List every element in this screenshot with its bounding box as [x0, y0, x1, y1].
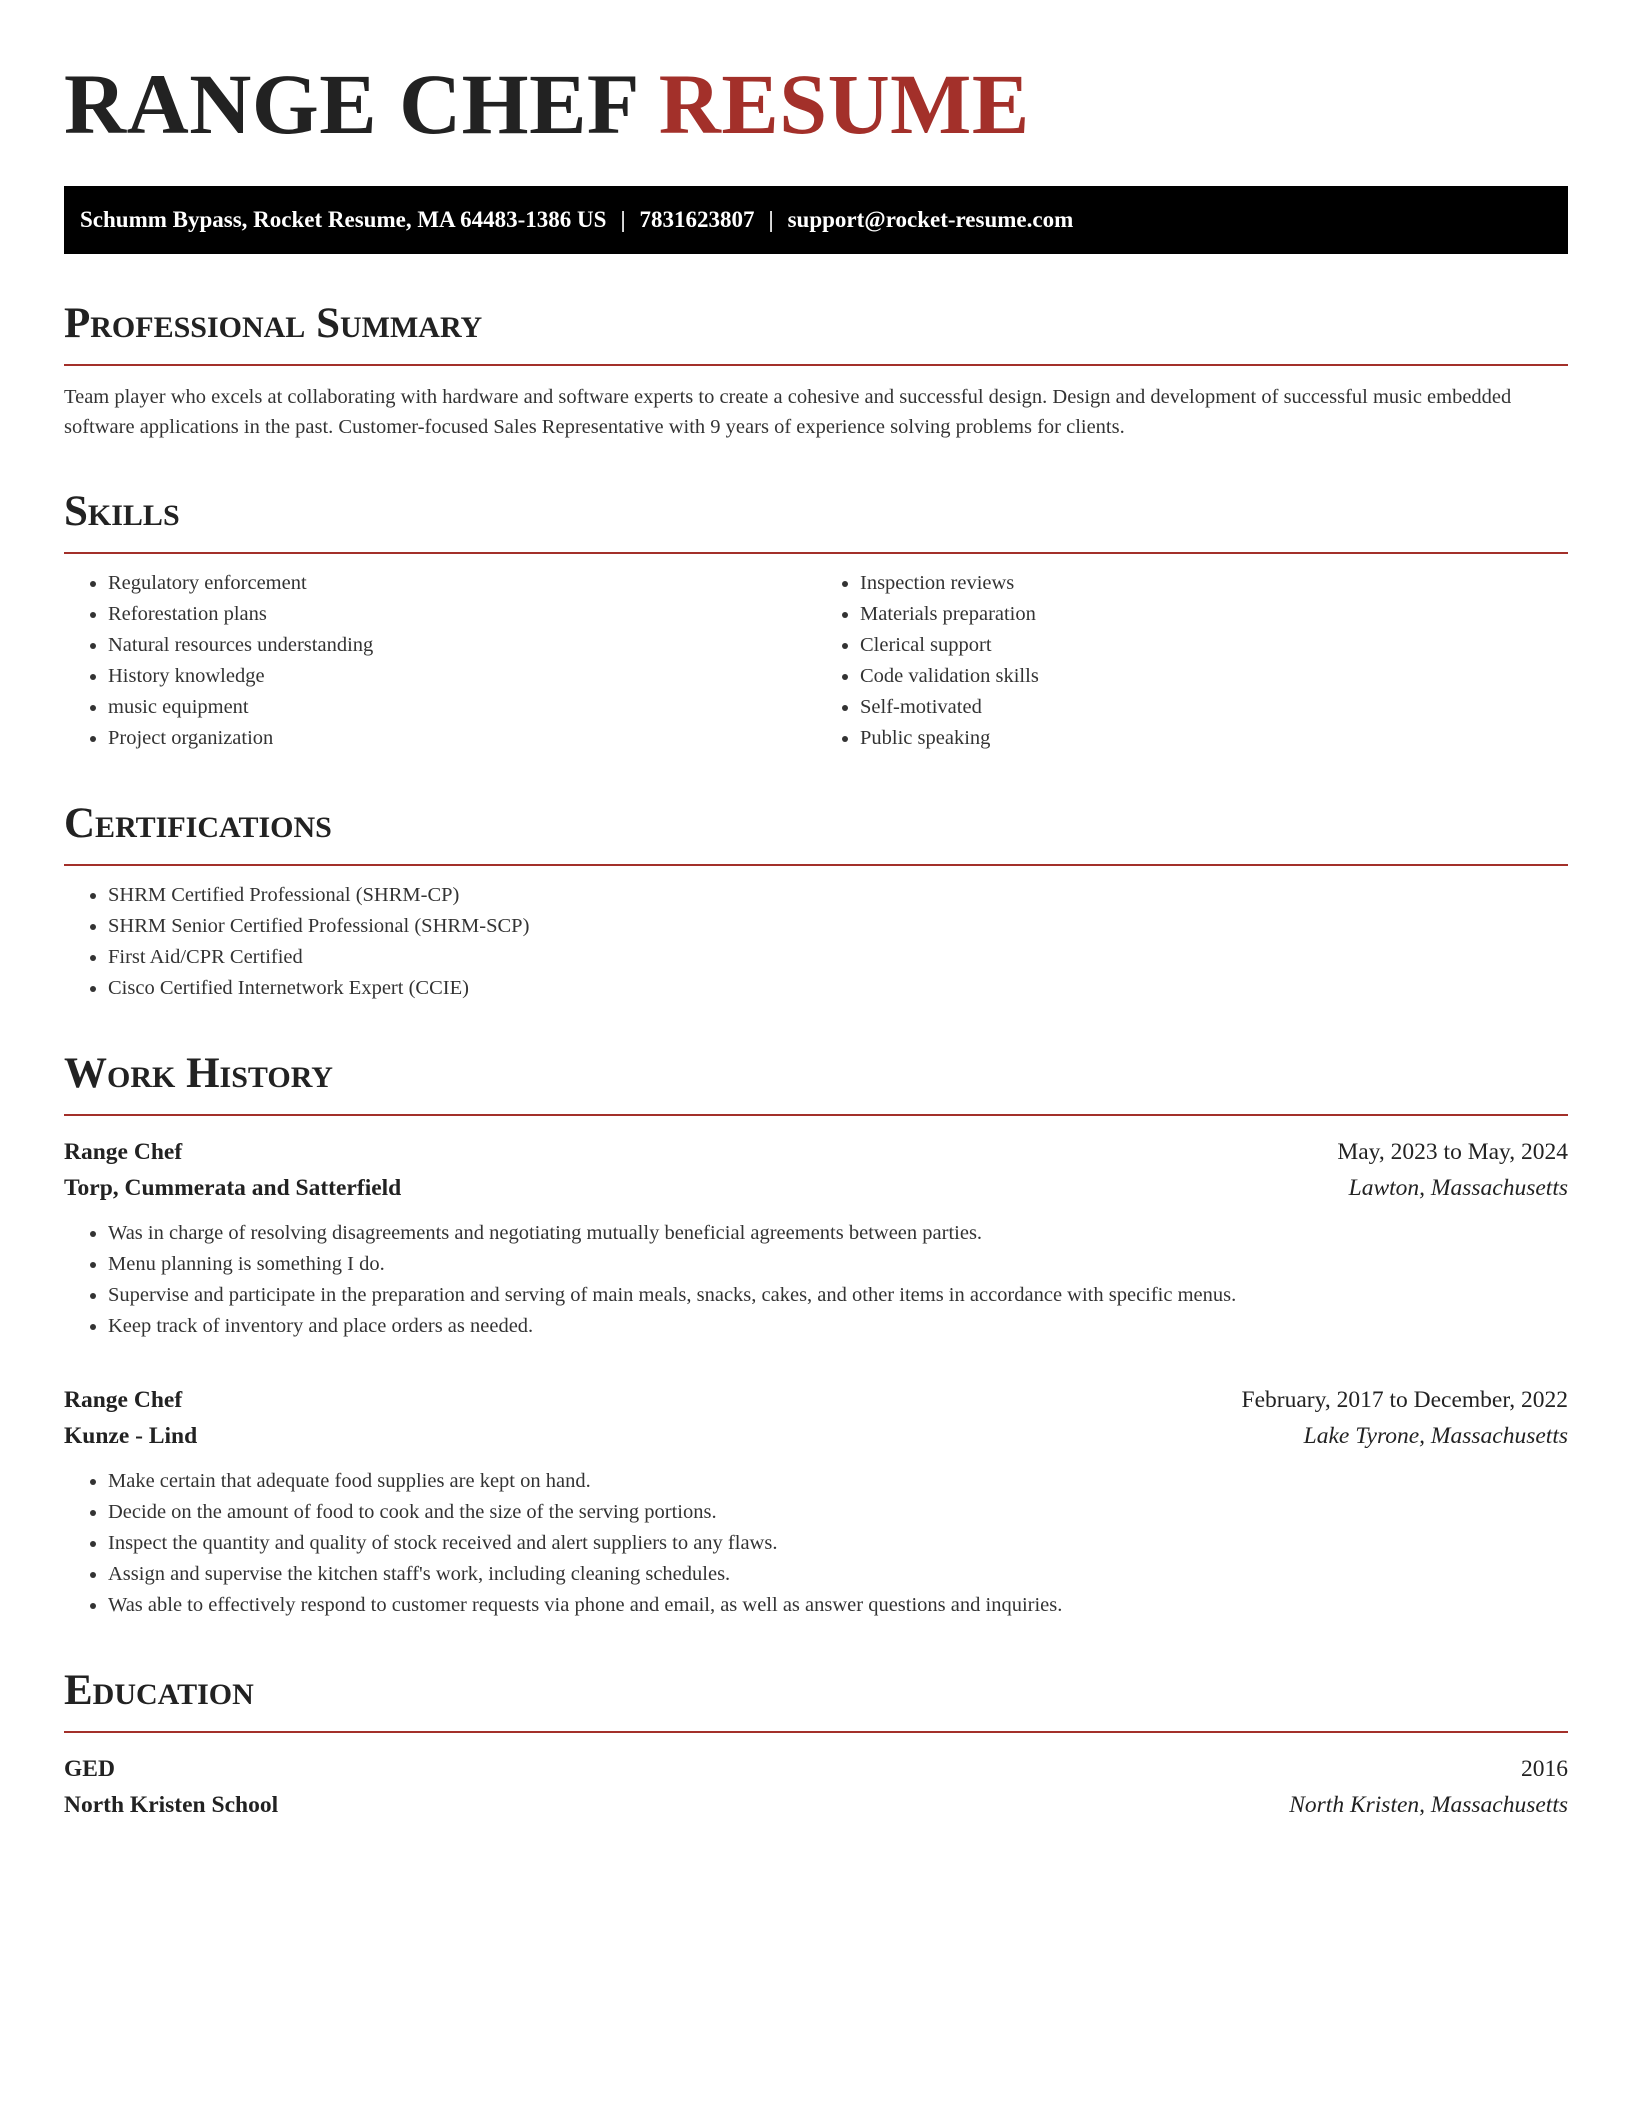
contact-phone: 7831623807 [639, 207, 755, 232]
education-section [64, 1665, 1568, 1823]
certification-item: • Cisco Certified Internetwork Expert (CCIE) [108, 973, 1568, 1004]
job-duty: • Supervise and participate in the preparation and serving of main meals, snacks, cakes, and other items in accordance with specific menus. [108, 1280, 1568, 1311]
skill-item: • Regulatory enforcement [108, 568, 816, 599]
job-dates: May, 2023 to May, 2024 [1337, 1139, 1568, 1165]
contact-address: Schumm Bypass, Rocket Resume, MA 64483-1386 US [80, 207, 607, 232]
education-school-row [64, 1787, 1568, 1823]
certifications-section [64, 798, 1568, 1004]
work-history-heading: Work History [64, 1048, 1568, 1116]
skills-list-left [64, 568, 816, 754]
job-duty: • Was able to effectively respond to customer requests via phone and email, as well as answer questions and inquiries. [108, 1590, 1568, 1621]
job-duties-list [64, 1466, 1568, 1621]
skill-item: • Public speaking [860, 723, 1568, 754]
skills-section [64, 486, 1568, 754]
job-duties-list [64, 1218, 1568, 1342]
job-duty: • Inspect the quantity and quality of stock received and alert suppliers to any flaws. [108, 1528, 1568, 1559]
job-duty: • Keep track of inventory and place orders as needed. [108, 1311, 1568, 1342]
contact-separator: | [620, 207, 626, 232]
job-duty: • Assign and supervise the kitchen staff's work, including cleaning schedules. [108, 1559, 1568, 1590]
skills-list-right [816, 568, 1568, 754]
job-location: Lawton, Massachusetts [1348, 1175, 1568, 1201]
contact-bar [64, 186, 1568, 254]
skill-item: • Reforestation plans [108, 599, 816, 630]
job-company-row [64, 1418, 1568, 1454]
job-title: Range Chef [64, 1139, 183, 1165]
summary-section [64, 298, 1568, 442]
summary-heading: Professional Summary [64, 298, 1568, 366]
contact-separator: | [768, 207, 774, 232]
title-main: RANGE CHEF [64, 56, 637, 152]
education-school: North Kristen School [64, 1792, 279, 1818]
education-entry [64, 1751, 1568, 1823]
skills-grid [64, 554, 1568, 754]
education-location: North Kristen, Massachusetts [1289, 1792, 1568, 1818]
education-degree: GED [64, 1756, 115, 1782]
skills-heading: Skills [64, 486, 1568, 554]
job-entry [64, 1134, 1568, 1342]
certification-item: • SHRM Senior Certified Professional (SHRM-SCP) [108, 911, 1568, 942]
certification-item: • First Aid/CPR Certified [108, 942, 1568, 973]
job-entry [64, 1382, 1568, 1621]
work-history-section [64, 1048, 1568, 1621]
certification-item: • SHRM Certified Professional (SHRM-CP) [108, 880, 1568, 911]
skill-item: • Project organization [108, 723, 816, 754]
job-duty: • Decide on the amount of food to cook and the size of the serving portions. [108, 1497, 1568, 1528]
education-degree-row [64, 1751, 1568, 1787]
job-duty: • Was in charge of resolving disagreements and negotiating mutually beneficial agreements between parties. [108, 1218, 1568, 1249]
job-company-row [64, 1170, 1568, 1206]
job-location: Lake Tyrone, Massachusetts [1303, 1423, 1568, 1449]
summary-text: Team player who excels at collaborating with hardware and software experts to create a cohesive and successful design. Design and development of successful music embedded software applications in the past. Customer-focused Sales Representative with 9 years of experience solving problems for clients. [64, 386, 1512, 438]
job-title: Range Chef [64, 1387, 183, 1413]
job-title-row [64, 1134, 1568, 1170]
skill-item: • Inspection reviews [860, 568, 1568, 599]
education-year: 2016 [1521, 1756, 1568, 1782]
job-company: Torp, Cummerata and Satterfield [64, 1175, 402, 1201]
title-accent: RESUME [658, 56, 1030, 152]
skill-item: • Clerical support [860, 630, 1568, 661]
job-duty: • Menu planning is something I do. [108, 1249, 1568, 1280]
job-company: Kunze - Lind [64, 1423, 198, 1449]
education-heading: Education [64, 1665, 1568, 1733]
certifications-list [64, 880, 1568, 1004]
skill-item: • Code validation skills [860, 661, 1568, 692]
resume-title [64, 56, 1568, 152]
skill-item: • History knowledge [108, 661, 816, 692]
skill-item: • music equipment [108, 692, 816, 723]
skill-item: • Self-motivated [860, 692, 1568, 723]
job-duty: • Make certain that adequate food supplies are kept on hand. [108, 1466, 1568, 1497]
job-title-row [64, 1382, 1568, 1418]
job-dates: February, 2017 to December, 2022 [1241, 1387, 1568, 1413]
contact-email: support@rocket-resume.com [787, 207, 1074, 232]
certifications-heading: Certifications [64, 798, 1568, 866]
skill-item: • Natural resources understanding [108, 630, 816, 661]
skill-item: • Materials preparation [860, 599, 1568, 630]
